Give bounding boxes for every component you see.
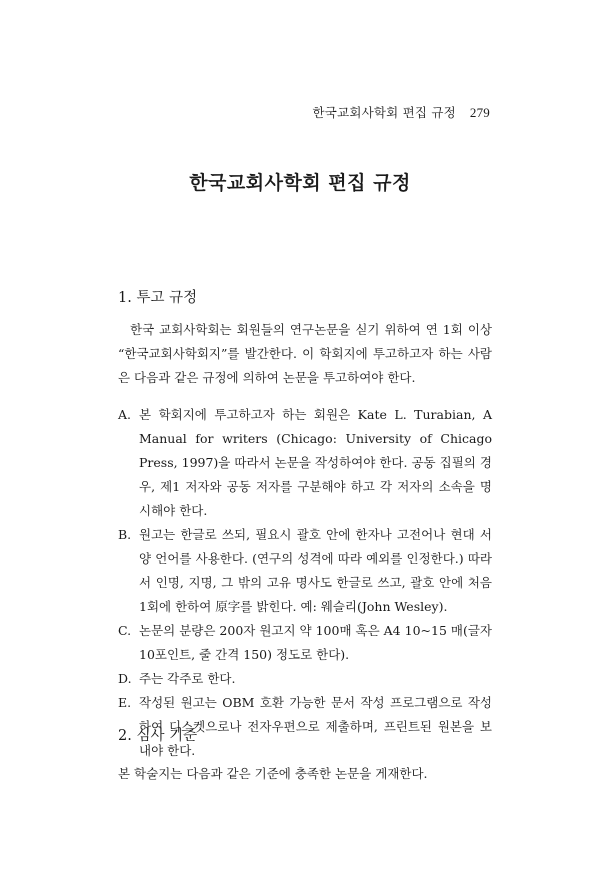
submission-rules-list	[118, 403, 492, 763]
list-item-marker: B.	[118, 527, 132, 542]
page-number: 279	[469, 105, 490, 120]
intro-paragraph: 한국 교회사학회는 회원들의 연구논문을 싣기 위하여 연 1회 이상 “한국교회사학회지”를 발간한다. 이 학회지에 투고하고자 하는 사람은 다음과 같은 규정에 의하여 논문을 투고하여야 한다.	[118, 322, 492, 385]
section-heading-submission-rules: 1. 투고 규정	[118, 290, 198, 306]
list-item-marker: D.	[118, 671, 132, 686]
list-item-marker: E.	[118, 695, 132, 710]
list-item-text: 논문의 분량은 200자 원고지 약 100매 혹은 A4 10~15 매(글자 10포인트, 줄 간격 150) 정도로 한다).	[139, 623, 492, 662]
running-header	[313, 103, 490, 121]
list-item-b	[118, 523, 492, 619]
list-item-marker: C.	[118, 623, 132, 638]
list-item-a	[118, 403, 492, 523]
list-item-text: 원고는 한글로 쓰되, 필요시 괄호 안에 한자나 고전어나 현대 서양 언어를 사용한다. (연구의 성격에 따라 예외를 인정한다.) 따라서 인명, 지명, 그 밖의 고유 명사도 한글로 쓰고, 괄호 안에 처음 1회에 한하여 原字를 밝힌다. 예: 웨슬리(John Wesley).	[139, 527, 492, 614]
list-item-text: 주는 각주로 한다.	[139, 671, 236, 686]
list-item-c	[118, 619, 492, 667]
list-item-marker: A.	[118, 407, 132, 422]
section-heading-review-criteria: 2. 심사 기준	[118, 728, 198, 744]
running-header-title: 한국교회사학회 편집 규정	[312, 105, 456, 120]
list-item-text: 작성된 원고는 OBM 호환 가능한 문서 작성 프로그램으로 작성하여 디스켓으로나 전자우편으로 제출하며, 프린트된 원본을 보내야 한다.	[139, 695, 492, 758]
review-criteria-paragraph: 본 학술지는 다음과 같은 기준에 충족한 논문을 게재한다.	[118, 766, 428, 781]
list-item-d	[118, 667, 492, 691]
list-item-text: 본 학회지에 투고하고자 하는 회원은 Kate L. Turabian, A Manual for writers (Chicago: University of Chicago Press, 1997)을 따라서 논문을 작성하여야 한다. 공동 집필의 경우, 제1 저자와 공동 저자를 구분해야 하고 각 저자의 소속을 명시해야 한다.	[139, 407, 492, 518]
document-title: 한국교회사학회 편집 규정	[189, 172, 411, 194]
